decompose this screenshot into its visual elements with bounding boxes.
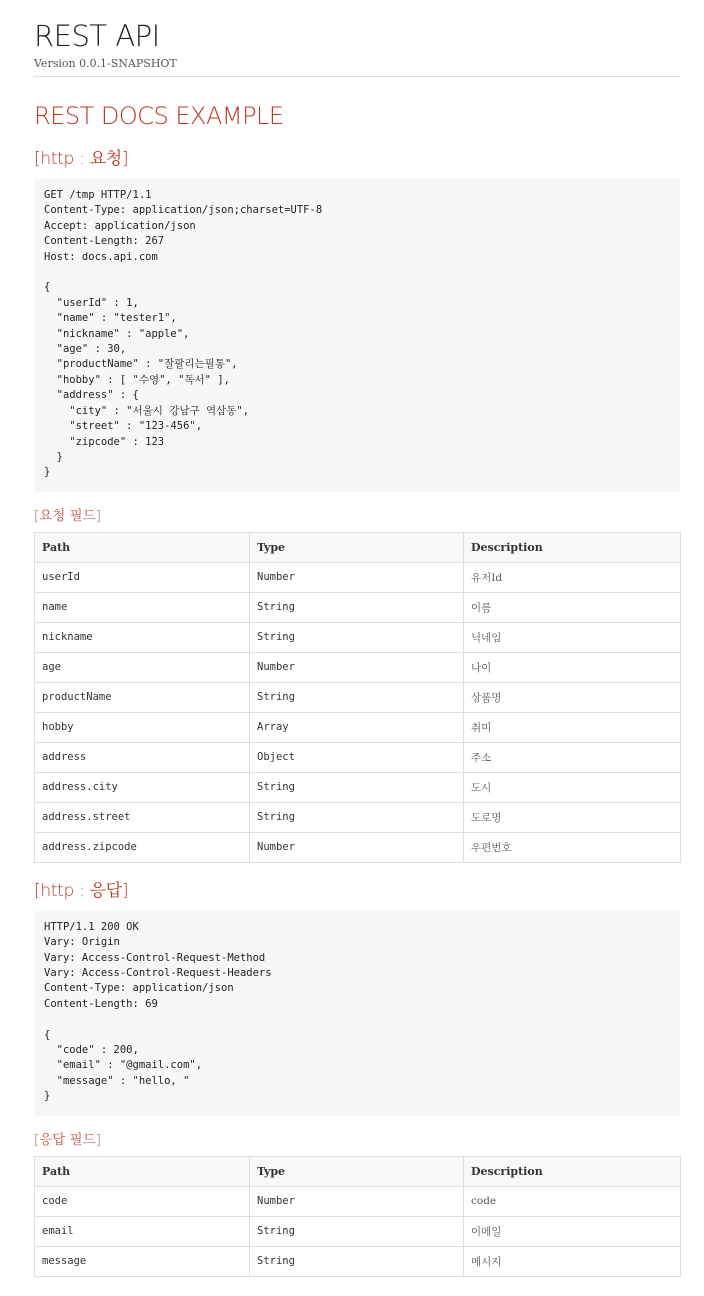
column-header-type: Type: [250, 1156, 464, 1186]
request-code-block: GET /tmp HTTP/1.1 Content-Type: application/json;charset=UTF-8 Accept: application/json Content-Length: 267 Host: docs.api.com { "userId" : 1, "name" : "tester1", "nickname" : "apple", "age" : 30, "productName" : "잘팔리는필통", "hobby" : [ "수영", "독서" ], "address" : { "city" : "서울시 강남구 역삼동", "street" : "123-456", "zipcode" : 123 } }: [34, 179, 680, 492]
column-header-description: Description: [464, 1156, 681, 1186]
cell-type: String: [250, 1246, 464, 1276]
cell-type: Number: [250, 652, 464, 682]
cell-path: name: [35, 592, 250, 622]
column-header-path: Path: [35, 532, 250, 562]
table-row: [35, 562, 681, 592]
cell-path: address: [35, 742, 250, 772]
cell-type: Number: [250, 1186, 464, 1216]
cell-type: Array: [250, 712, 464, 742]
cell-description: 도로명: [464, 802, 681, 832]
cell-description: 주소: [464, 742, 681, 772]
cell-description: 취미: [464, 712, 681, 742]
request-fields-heading: [요청 필드]: [34, 507, 101, 524]
cell-description: 유저Id: [464, 562, 681, 592]
section-title: REST DOCS EXAMPLE: [34, 102, 284, 130]
column-header-path: Path: [35, 1156, 250, 1186]
cell-path: code: [35, 1186, 250, 1216]
cell-type: Number: [250, 562, 464, 592]
table-header-row: [35, 532, 681, 562]
cell-path: productName: [35, 682, 250, 712]
cell-description: 나이: [464, 652, 681, 682]
table-row: [35, 1246, 681, 1276]
cell-description: 우편번호: [464, 832, 681, 862]
cell-type: String: [250, 1216, 464, 1246]
cell-path: address.street: [35, 802, 250, 832]
response-code-block: HTTP/1.1 200 OK Vary: Origin Vary: Access-Control-Request-Method Vary: Access-Control-Request-Headers Content-Type: application/json Content-Length: 69 { "code" : 200, "email" : "@gmail.com", "message" : "hello, " }: [34, 911, 680, 1116]
cell-type: String: [250, 772, 464, 802]
cell-path: age: [35, 652, 250, 682]
cell-type: String: [250, 592, 464, 622]
table-row: [35, 802, 681, 832]
cell-path: address.city: [35, 772, 250, 802]
cell-description: code: [464, 1186, 681, 1216]
page-title: REST API: [34, 19, 160, 53]
table-row: [35, 832, 681, 862]
column-header-type: Type: [250, 532, 464, 562]
table-header-row: [35, 1156, 681, 1186]
cell-description: 이름: [464, 592, 681, 622]
cell-description: 메시지: [464, 1246, 681, 1276]
cell-type: Object: [250, 742, 464, 772]
column-header-description: Description: [464, 532, 681, 562]
cell-description: 도시: [464, 772, 681, 802]
cell-path: address.zipcode: [35, 832, 250, 862]
version-label: Version 0.0.1-SNAPSHOT: [34, 57, 680, 77]
table-row: [35, 1186, 681, 1216]
cell-path: hobby: [35, 712, 250, 742]
cell-type: String: [250, 802, 464, 832]
table-row: [35, 772, 681, 802]
cell-description: 닉네임: [464, 622, 681, 652]
cell-description: 이메일: [464, 1216, 681, 1246]
table-row: [35, 592, 681, 622]
response-fields-table: [34, 1156, 681, 1277]
response-heading: [http : 응답]: [34, 880, 129, 901]
table-row: [35, 682, 681, 712]
request-fields-rows: [35, 562, 681, 862]
cell-type: String: [250, 682, 464, 712]
response-fields-heading: [응답 필드]: [34, 1131, 101, 1148]
cell-path: userId: [35, 562, 250, 592]
table-row: [35, 1216, 681, 1246]
cell-path: email: [35, 1216, 250, 1246]
cell-type: Number: [250, 832, 464, 862]
table-row: [35, 742, 681, 772]
cell-type: String: [250, 622, 464, 652]
cell-path: message: [35, 1246, 250, 1276]
request-fields-table: [34, 532, 681, 863]
table-row: [35, 622, 681, 652]
document-body: [34, 0, 680, 1277]
request-heading: [http : 요청]: [34, 149, 129, 169]
response-fields-rows: [35, 1186, 681, 1276]
table-row: [35, 652, 681, 682]
cell-path: nickname: [35, 622, 250, 652]
table-row: [35, 712, 681, 742]
cell-description: 상품명: [464, 682, 681, 712]
